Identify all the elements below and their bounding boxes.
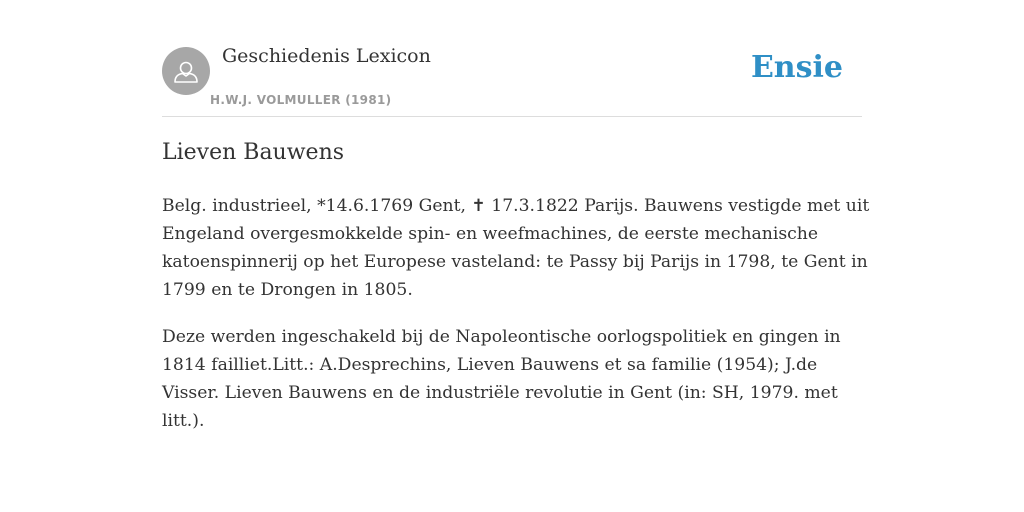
entry-title: Lieven Bauwens <box>162 140 345 165</box>
entry-paragraph: Deze werden ingeschakeld bij de Napoleontische oorlogspolitiek en gingen in 1814 failliet.Litt.: A.Desprechins, Lieven Bauwens et sa familie (1954); J.de Visser. Lieven Bauwens en de industriële revolutie in Gent (in: SH, 1979. met litt.). <box>162 327 841 431</box>
brand-logo[interactable]: Ensie <box>750 50 843 85</box>
source-header <box>162 44 862 117</box>
avatar[interactable] <box>162 47 210 95</box>
entry-paragraph: Belg. industrieel, *14.6.1769 Gent, ✝ 17.3.1822 Parijs. Bauwens vestigde met uit Engeland overgesmokkelde spin- en weefmachines, de eerste mechanische katoenspinnerij op het Europese vasteland: te Passy bij Parijs in 1798, te Gent in 1799 en te Drongen in 1805. <box>162 196 870 300</box>
source-title[interactable]: Geschiedenis Lexicon <box>222 45 431 67</box>
entry-body <box>162 192 872 454</box>
user-silhouette-icon <box>162 47 210 95</box>
source-author[interactable]: H.W.J. VOLMULLER (1981) <box>210 93 392 107</box>
